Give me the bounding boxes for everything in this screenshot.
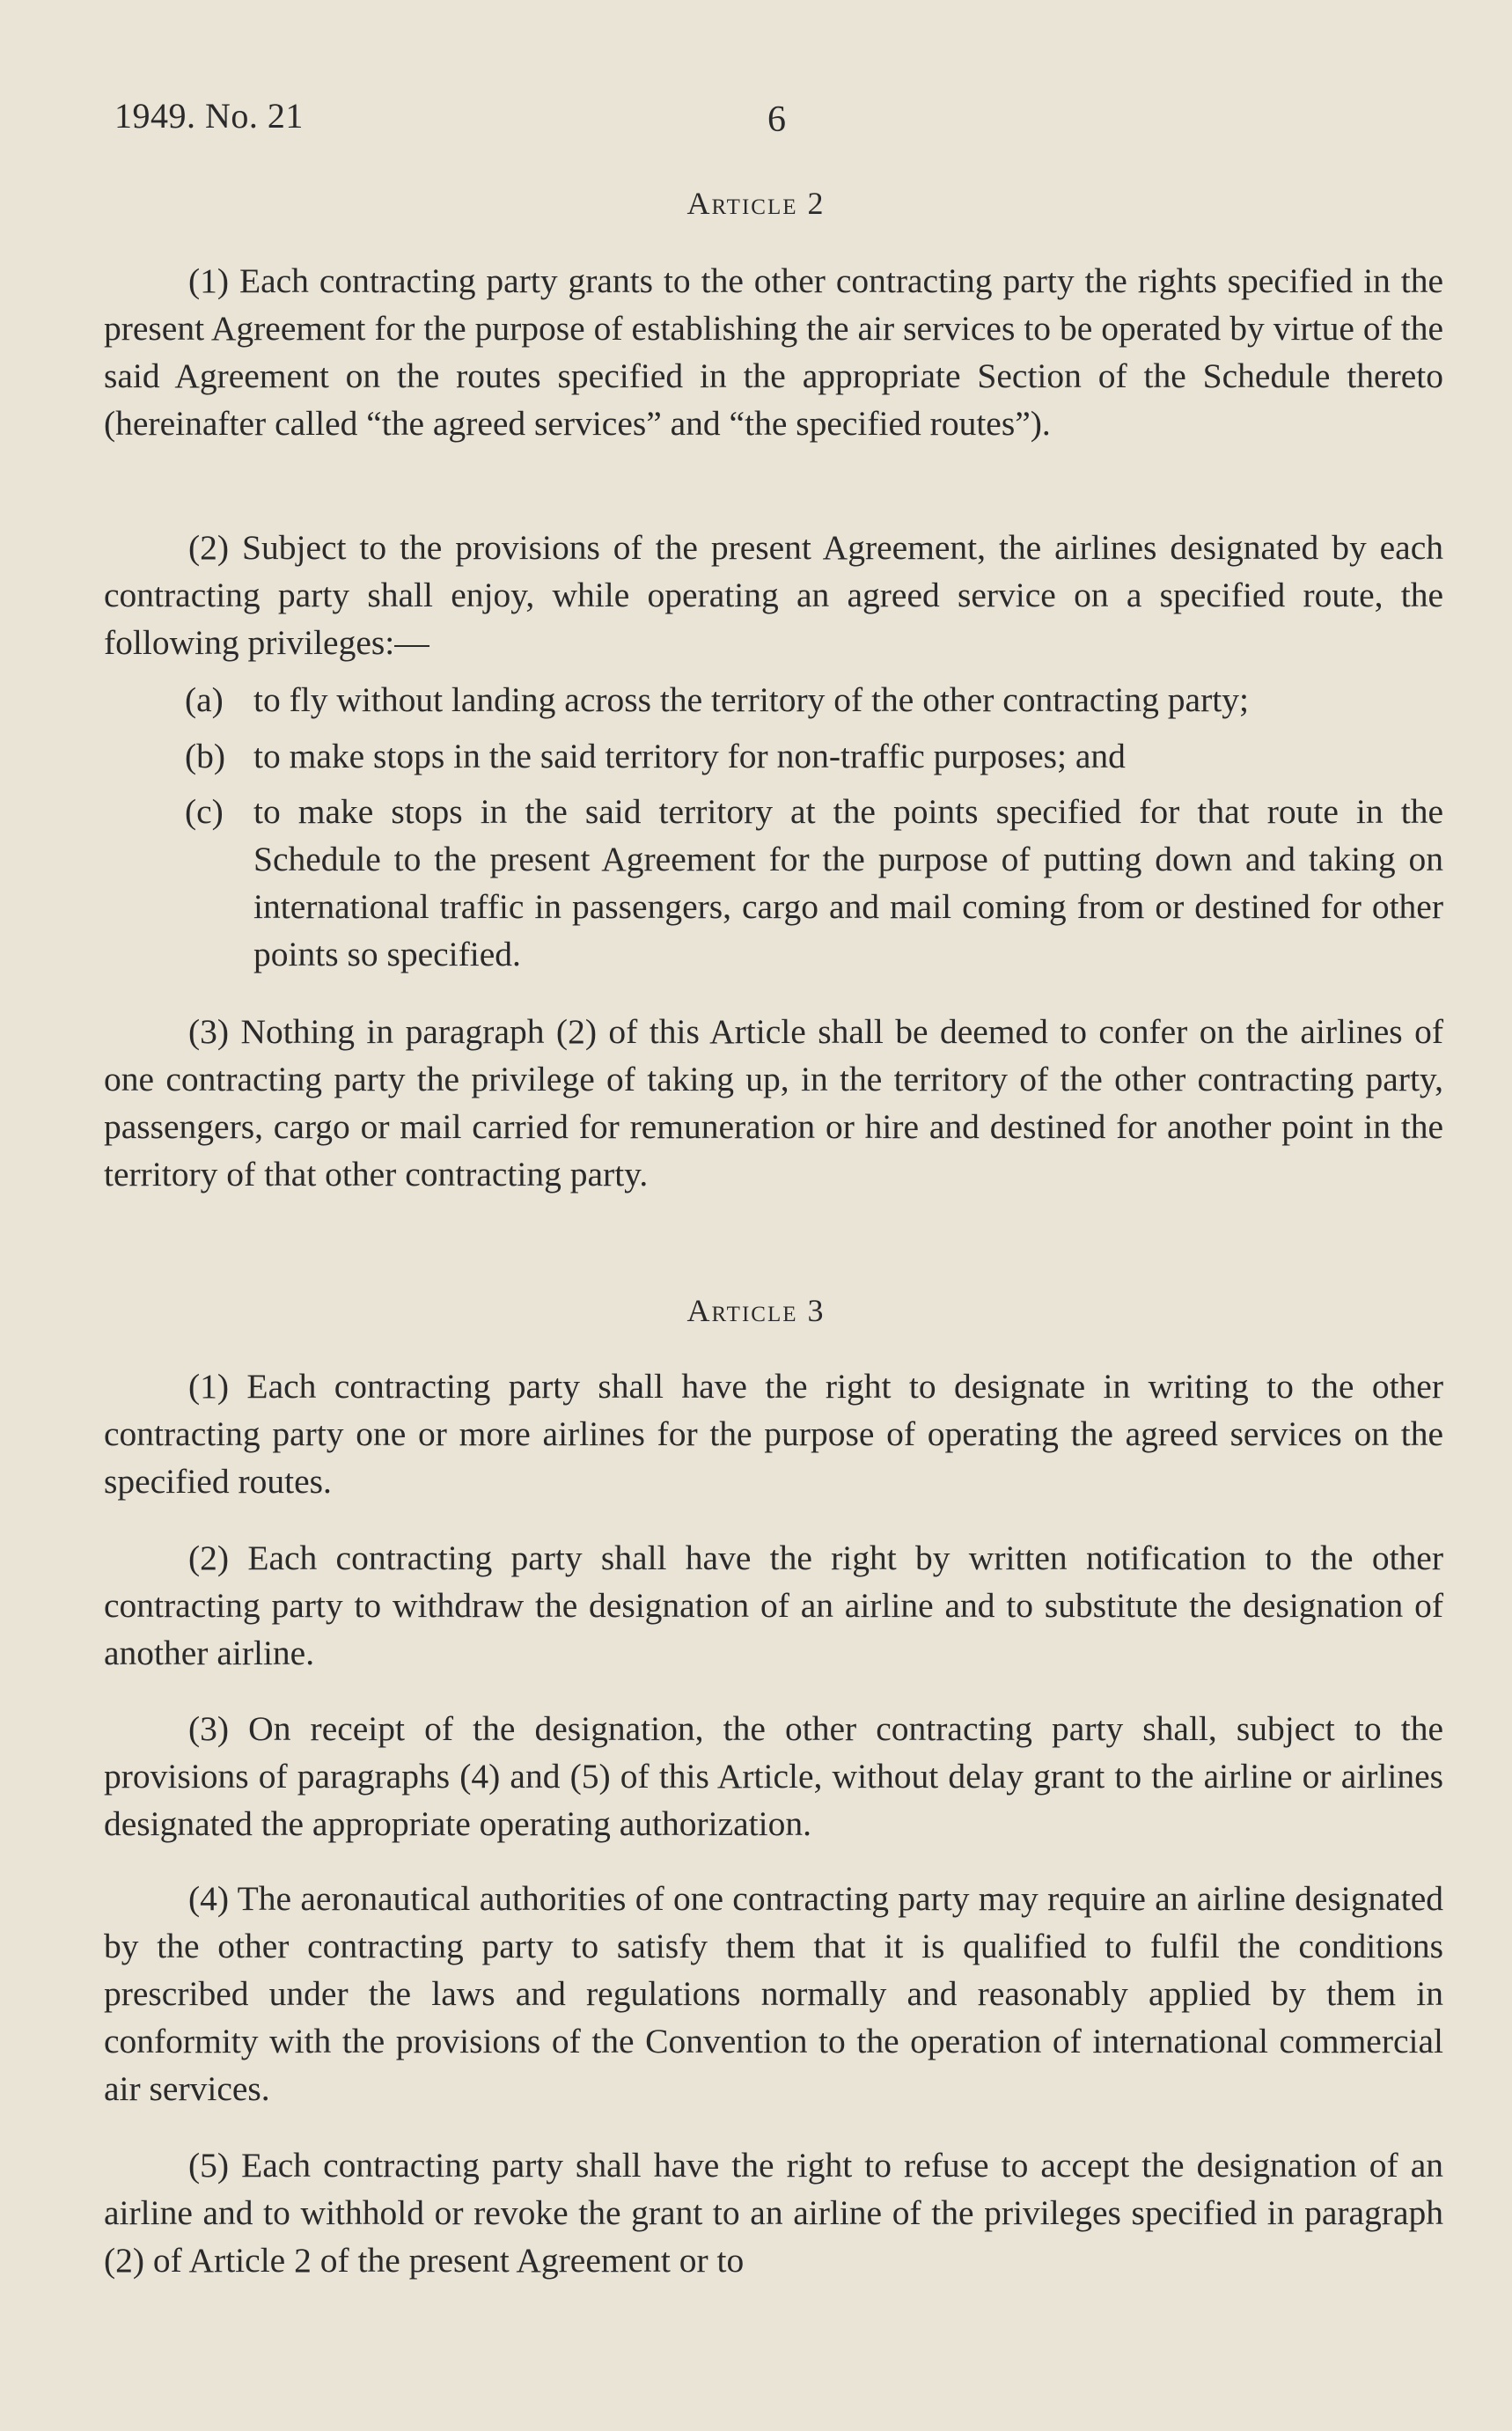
item-label: (c): [185, 792, 224, 831]
article-2-item-c: [185, 788, 1443, 978]
item-text: to make stops in the said territory at the points specified for that route in the Schedule to the present Agreement for the purpose of putting down and taking on international traffic in passengers, cargo and mail coming from or destined for other points so specified.: [253, 792, 1443, 973]
article-2-paragraph-2: (2) Subject to the provisions of the present Agreement, the airlines designated by each contracting party shall enjoy, while operating an agreed service on a specified route, the following privileges:—: [104, 528, 1443, 662]
article-3-paragraph-2: (2) Each contracting party shall have the right by written notification to the other contracting party to withdraw the designation of an airline and to substitute the designation of another airline.: [104, 1539, 1443, 1672]
article-3-heading: Article 3: [686, 1293, 826, 1328]
article-2-paragraph-3: (3) Nothing in paragraph (2) of this Article shall be deemed to confer on the airlines of one contracting party the privilege of taking up, in the territory of the other contracting party, passengers, cargo or mail carried for remuneration or hire and destined for another point in the territory of that other contracting party.: [104, 1012, 1443, 1193]
article-2-item-a: [185, 676, 1443, 723]
article-3-paragraph-1: (1) Each contracting party shall have the right to designate in writing to the other contracting party one or more airlines for the purpose of operating the agreed services on the specified routes.: [104, 1367, 1443, 1501]
article-3-paragraph-3: (3) On receipt of the designation, the other contracting party shall, subject to the provisions of paragraphs (4) and (5) of this Article, without delay grant to the airline or airlines designated the appropriate operating authorization.: [104, 1709, 1443, 1843]
article-2-paragraph-1: (1) Each contracting party grants to the other contracting party the rights specified in the present Agreement for the purpose of establishing the air services to be operated by virtue of the said Agreement on the routes specified in the appropriate Section of the Schedule thereto (hereinafter called “the agreed services” and “the specified routes”).: [104, 261, 1443, 443]
page-number: 6: [767, 99, 786, 140]
article-3-paragraph-5: (5) Each contracting party shall have the right to refuse to accept the designation of an airline and to withhold or revoke the grant to an airline of the privileges specified in paragraph (2) of Article 2 of the present Agreement or to: [104, 2146, 1443, 2280]
article-3-paragraph-4: (4) The aeronautical authorities of one contracting party may require an airline designated by the other contracting party to satisfy them that it is qualified to fulfil the conditions prescribed under the laws and regulations normally and reasonably applied by them in conformity with the provisions of the Convention to the operation of international commercial air services.: [104, 1879, 1443, 2108]
article-2-item-b: [185, 732, 1443, 780]
article-2-heading: Article 2: [686, 186, 826, 221]
item-label: (a): [185, 680, 224, 719]
item-label: (b): [185, 737, 226, 775]
document-reference: 1949. No. 21: [114, 96, 304, 136]
item-text: to fly without landing across the territory of the other contracting party;: [253, 680, 1249, 719]
item-text: to make stops in the said territory for non-traffic purposes; and: [253, 737, 1126, 775]
